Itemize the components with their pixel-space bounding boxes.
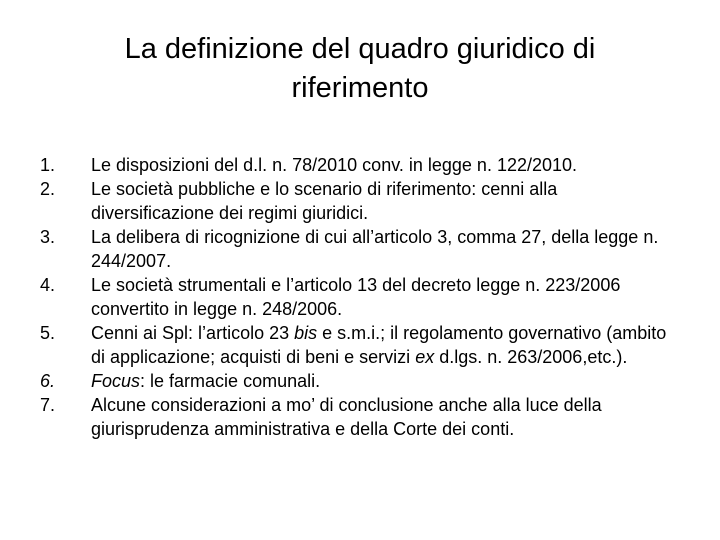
list-item [40,273,680,321]
list-item-number: 1. [40,155,56,175]
list-item-text-italic: bis [294,323,318,343]
list-item-text [91,153,680,177]
list-item-text-segment: Le disposizioni del d.l. n. 78/2010 conv. in legge n. 122/2010. [91,155,578,175]
list-item-number: 5. [40,323,56,343]
list-item-text [91,321,680,369]
list-item-text [91,393,680,441]
list-item-text-segment: Le società strumentali e l’articolo 13 del decreto legge n. 223/2006 convertito in legge n. 248/2006. [91,275,621,319]
list-item [40,153,680,177]
list-item-text-segment: d.lgs. n. 263/2006,etc.). [434,347,628,367]
slide-title: La definizione del quadro giuridico di riferimento [124,33,596,104]
list-item-text-segment: : le farmacie comunali. [140,371,321,391]
list-item-text-segment: La delibera di ricognizione di cui all’articolo 3, comma 27, della legge n. 244/2007. [91,227,659,271]
list-item [40,393,680,441]
list-item [40,177,680,225]
list-item [40,369,680,393]
list-item-text-italic: Focus [91,371,141,391]
list-item-text-segment: Alcune considerazioni a mo’ di conclusione anche alla luce della giurisprudenza amministrativa e della Corte dei conti. [91,395,602,439]
numbered-list [40,153,680,441]
list-item-text [91,273,680,321]
list-item-number: 7. [40,395,56,415]
list-item-text-italic: ex [415,347,435,367]
list-item-number: 3. [40,227,56,247]
list-item-text [91,225,680,273]
list-item-text [91,177,680,225]
list-item [40,321,680,369]
list-item-text-segment: Cenni ai Spl: l’articolo 23 [91,323,295,343]
list-item-number: 4. [40,275,56,295]
list-item-number: 2. [40,179,56,199]
list-item-text-segment: e s.m.i.; il regolamento governativo (ambito di applicazione; acquisti di beni e servizi [91,323,667,367]
list-item-number: 6. [40,371,56,391]
list-item [40,225,680,273]
list-item-text [91,369,680,393]
list-item-text-segment: Le società pubbliche e lo scenario di riferimento: cenni alla diversificazione dei regimi giuridici. [91,179,558,223]
